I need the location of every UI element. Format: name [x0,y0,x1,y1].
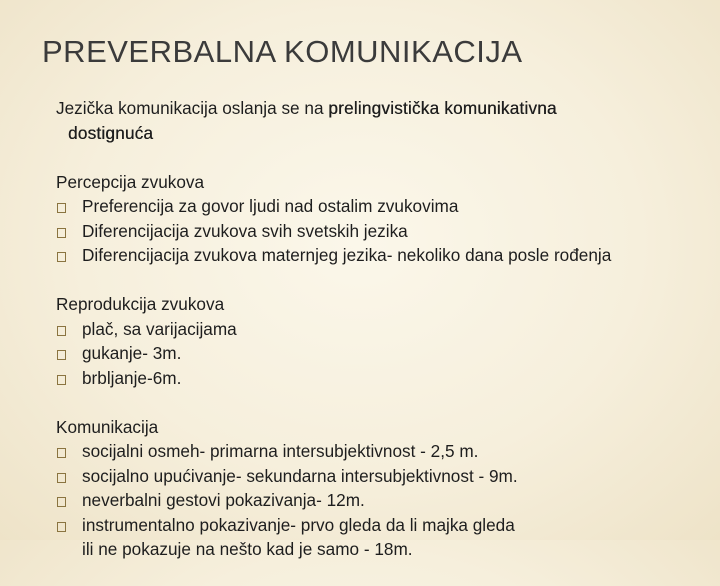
section-reprodukcija [56,292,706,390]
list-item [56,488,706,513]
list-item-text: plač, sa varijacijama [82,318,237,339]
square-bullet-icon [57,522,66,532]
list-item-text: brbljanje-6m. [82,367,182,388]
square-bullet-icon [57,228,66,238]
section-heading: Percepcija zvukova [56,171,205,192]
list-item [56,317,706,342]
list-item [56,243,706,268]
square-bullet-icon [57,497,66,507]
square-bullet-icon [57,326,66,336]
intro-bold-2: dostignuća [68,122,154,143]
list-item [56,513,706,538]
list-item-text: socijalni osmeh- primarna intersubjektivnost - 2,5 m. [82,441,479,461]
list-item-text: instrumentalno pokazivanje- prvo gleda da li majka gleda [82,514,515,535]
list-item-text: socijalno upućivanje- sekundarna intersubjektivnost - 9m. [82,465,518,486]
square-bullet-icon [57,350,66,360]
intro-bold-1: prelingvistička komunikativna [328,98,557,118]
list-item [56,341,706,366]
intro-paragraph [56,96,706,145]
square-bullet-icon [57,375,66,385]
list-item-text: Diferencijacija zvukova maternjeg jezika- nekoliko dana posle rođenja [82,245,612,265]
list-item [56,366,706,391]
list-item [56,194,706,219]
section-percepcija [56,170,706,268]
square-bullet-icon [57,448,66,458]
square-bullet-icon [57,473,66,483]
list-item [56,219,706,244]
section-heading: Reprodukcija zvukova [56,294,225,314]
list-item [56,439,706,464]
section-komunikacija [56,415,706,562]
list-item-continuation [56,537,706,562]
section-heading: Komunikacija [56,416,159,437]
slide-content [56,96,706,586]
square-bullet-icon [57,203,66,213]
list-item-text: gukanje- 3m. [82,343,182,363]
list-item-text: neverbalni gestovi pokazivanja- 12m. [82,490,365,510]
list-item-text: ili ne pokazuje na nešto kad je samo - 18m. [82,539,413,559]
slide-title: PREVERBALNA KOMUNIKACIJA [42,34,523,69]
square-bullet-icon [57,252,66,262]
intro-prefix: Jezička komunikacija oslanja se na [56,98,329,118]
list-item [56,464,706,489]
list-item-text: Preferencija za govor ljudi nad ostalim zvukovima [82,196,459,216]
list-item-text: Diferencijacija zvukova svih svetskih jezika [82,220,408,241]
